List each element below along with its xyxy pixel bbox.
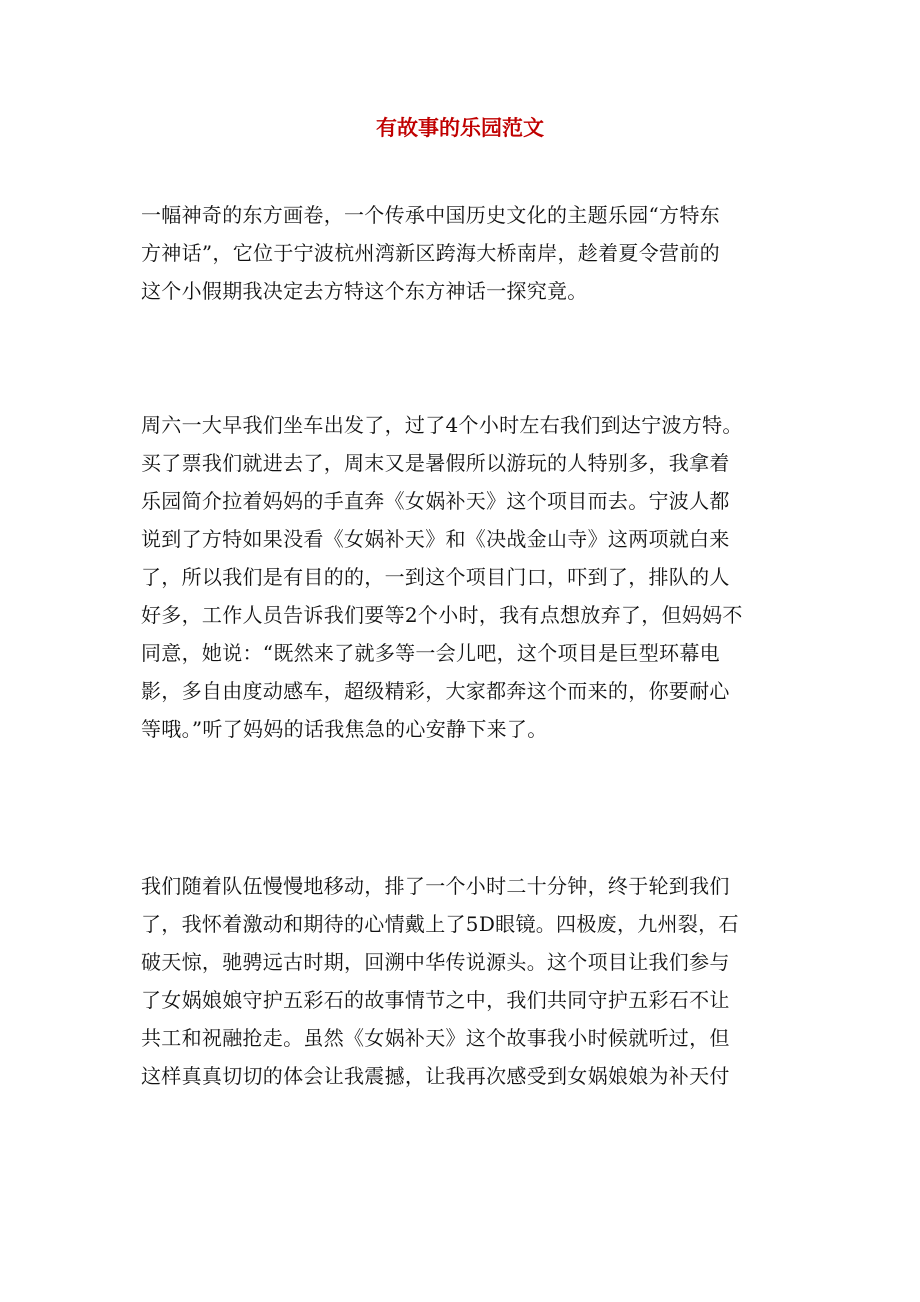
paragraph-experience — [141, 867, 781, 1095]
paragraph-line: 共工和祝融抢走。虽然《女娲补天》这个故事我小时候就听过，但 — [141, 1026, 730, 1050]
paragraph-line: 等哦。”听了妈妈的话我焦急的心安静下来了。 — [141, 717, 548, 741]
paragraph-line: 买了票我们就进去了，周末又是暑假所以游玩的人特别多，我拿着 — [141, 451, 730, 475]
paragraph-line: 这样真真切切的体会让我震撼，让我再次感受到女娲娘娘为补天付 — [141, 1064, 730, 1088]
paragraph-line: 说到了方特如果没看《女娲补天》和《决战金山寺》这两项就白来 — [141, 527, 730, 551]
paragraph-line: 方神话”，它位于宁波杭州湾新区跨海大桥南岸，趁着夏令营前的 — [141, 241, 720, 265]
paragraph-intro — [141, 196, 781, 310]
paragraph-line: 周六一大早我们坐车出发了，过了4个小时左右我们到达宁波方特。 — [141, 413, 743, 437]
paragraph-line: 一幅神奇的东方画卷，一个传承中国历史文化的主题乐园“方特东 — [141, 203, 720, 227]
paragraph-line: 这个小假期我决定去方特这个东方神话一探究竟。 — [141, 279, 588, 303]
paragraph-line: 破天惊，驰骋远古时期，回溯中华传说源头。这个项目让我们参与 — [141, 950, 730, 974]
paragraph-line: 了，我怀着激动和期待的心情戴上了5D眼镜。四极废，九州裂，石 — [141, 912, 739, 936]
paragraph-arrival — [141, 406, 781, 748]
paragraph-line: 好多，工作人员告诉我们要等2个小时，我有点想放弃了，但妈妈不 — [141, 603, 743, 627]
paragraph-line: 乐园简介拉着妈妈的手直奔《女娲补天》这个项目而去。宁波人都 — [141, 489, 730, 513]
paragraph-line: 了女娲娘娘守护五彩石的故事情节之中，我们共同守护五彩石不让 — [141, 988, 730, 1012]
paragraph-line: 影，多自由度动感车，超级精彩，大家都奔这个而来的，你要耐心 — [141, 679, 730, 703]
paragraph-line: 同意，她说：“既然来了就多等一会儿吧，这个项目是巨型环幕电 — [141, 641, 720, 665]
paragraph-line: 了，所以我们是有目的的，一到这个项目门口，吓到了，排队的人 — [141, 565, 730, 589]
paragraph-line: 我们随着队伍慢慢地移动，排了一个小时二十分钟，终于轮到我们 — [141, 874, 730, 898]
document-title: 有故事的乐园范文 — [376, 115, 544, 140]
